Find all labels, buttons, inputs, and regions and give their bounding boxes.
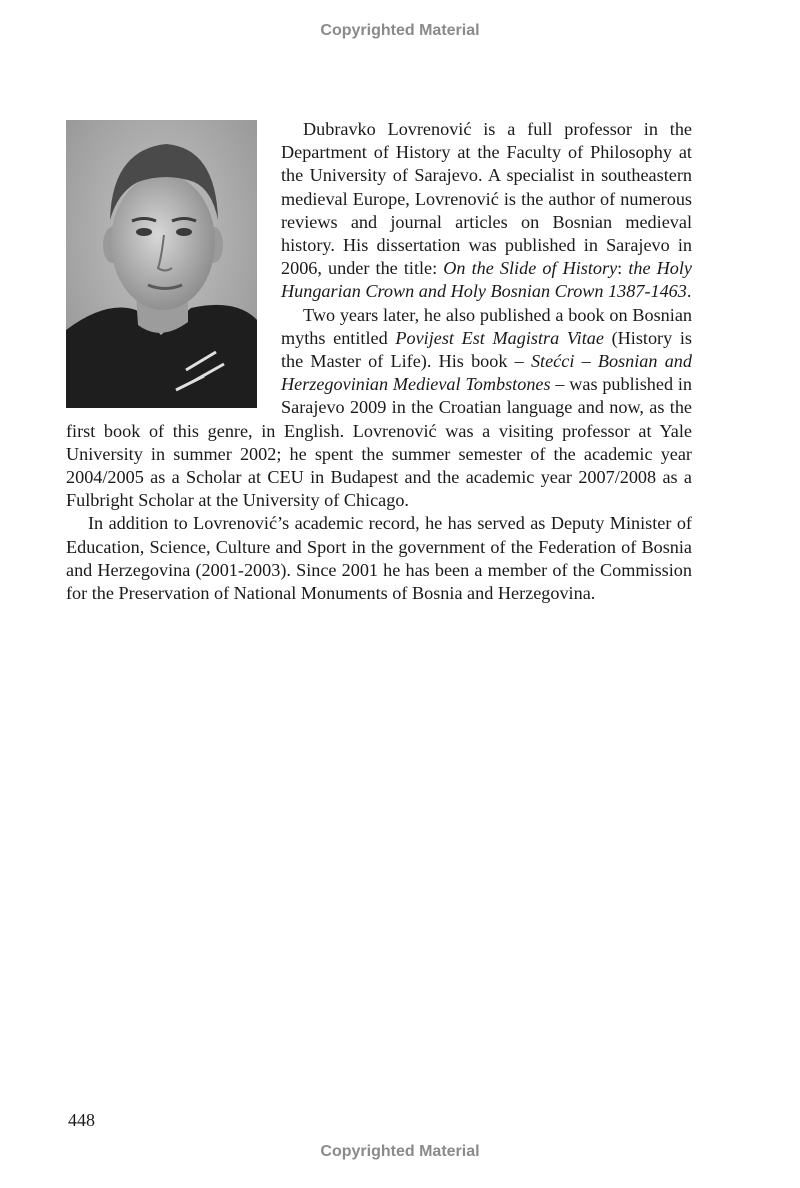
book-title-stecci: Stećci – Bosnian and Herzegovinian Medieval Tombstones: [281, 351, 692, 395]
copyright-watermark-bottom: Copyrighted Material: [320, 1143, 480, 1160]
bio-paragraph-2-text-b: (History is the Master of Life). His book –: [281, 327, 693, 372]
portrait-photo: [66, 120, 257, 408]
page-number: 448: [68, 1110, 95, 1130]
dissertation-title-part-1: On the Slide of History: [443, 258, 618, 279]
bio-paragraph-3: In addition to Lovrenović’s academic record, he has served as Deputy Minister of Education, Science, Culture and Sport in the government of the Federation of Bosnia and Herzegovina (2001-2003). Since 2001 he has been a member of the Commission for the Preservation of National Monuments of Bosnia and Herzegovina.: [66, 513, 692, 604]
book-title-povijest: Povijest Est Magistra Vitae: [395, 327, 604, 348]
bio-paragraph-1-text-c: .: [686, 281, 692, 302]
bio-paragraph-1-text-a: Dubravko Lovrenović is a full professor in the Department of History at the Faculty of Philosophy at the University of Sarajevo. A specialist in southeastern medieval Europe, Lovrenović is the author of numerous reviews and journal articles on Bosnian medieval history. His dissertation was published in Sarajevo in 2006, under the title:: [281, 119, 692, 279]
page-body: [66, 118, 692, 605]
bio-paragraph-2-text-a: Two years later, he also published a book on Bosnian myths entitled: [281, 304, 692, 348]
copyright-watermark-top: Copyrighted Material: [320, 22, 480, 39]
dissertation-title-part-2: the Holy Hungarian Crown and Holy Bosnian Crown 1387-1463: [281, 258, 692, 302]
bio-paragraph-2-text-c: – was published in Sarajevo 2009 in the Croatian language and now, as the first book of this genre, in English. Lovrenović was a visiting professor at Yale University in summer 2002; he spent the summer semester of the academic year 2004/2005 as a Scholar at CEU in Budapest and the academic year 2007/2008 as a Fulbright Scholar at the University of Chicago.: [66, 374, 692, 511]
bio-paragraph-1-text-b: :: [617, 258, 629, 279]
